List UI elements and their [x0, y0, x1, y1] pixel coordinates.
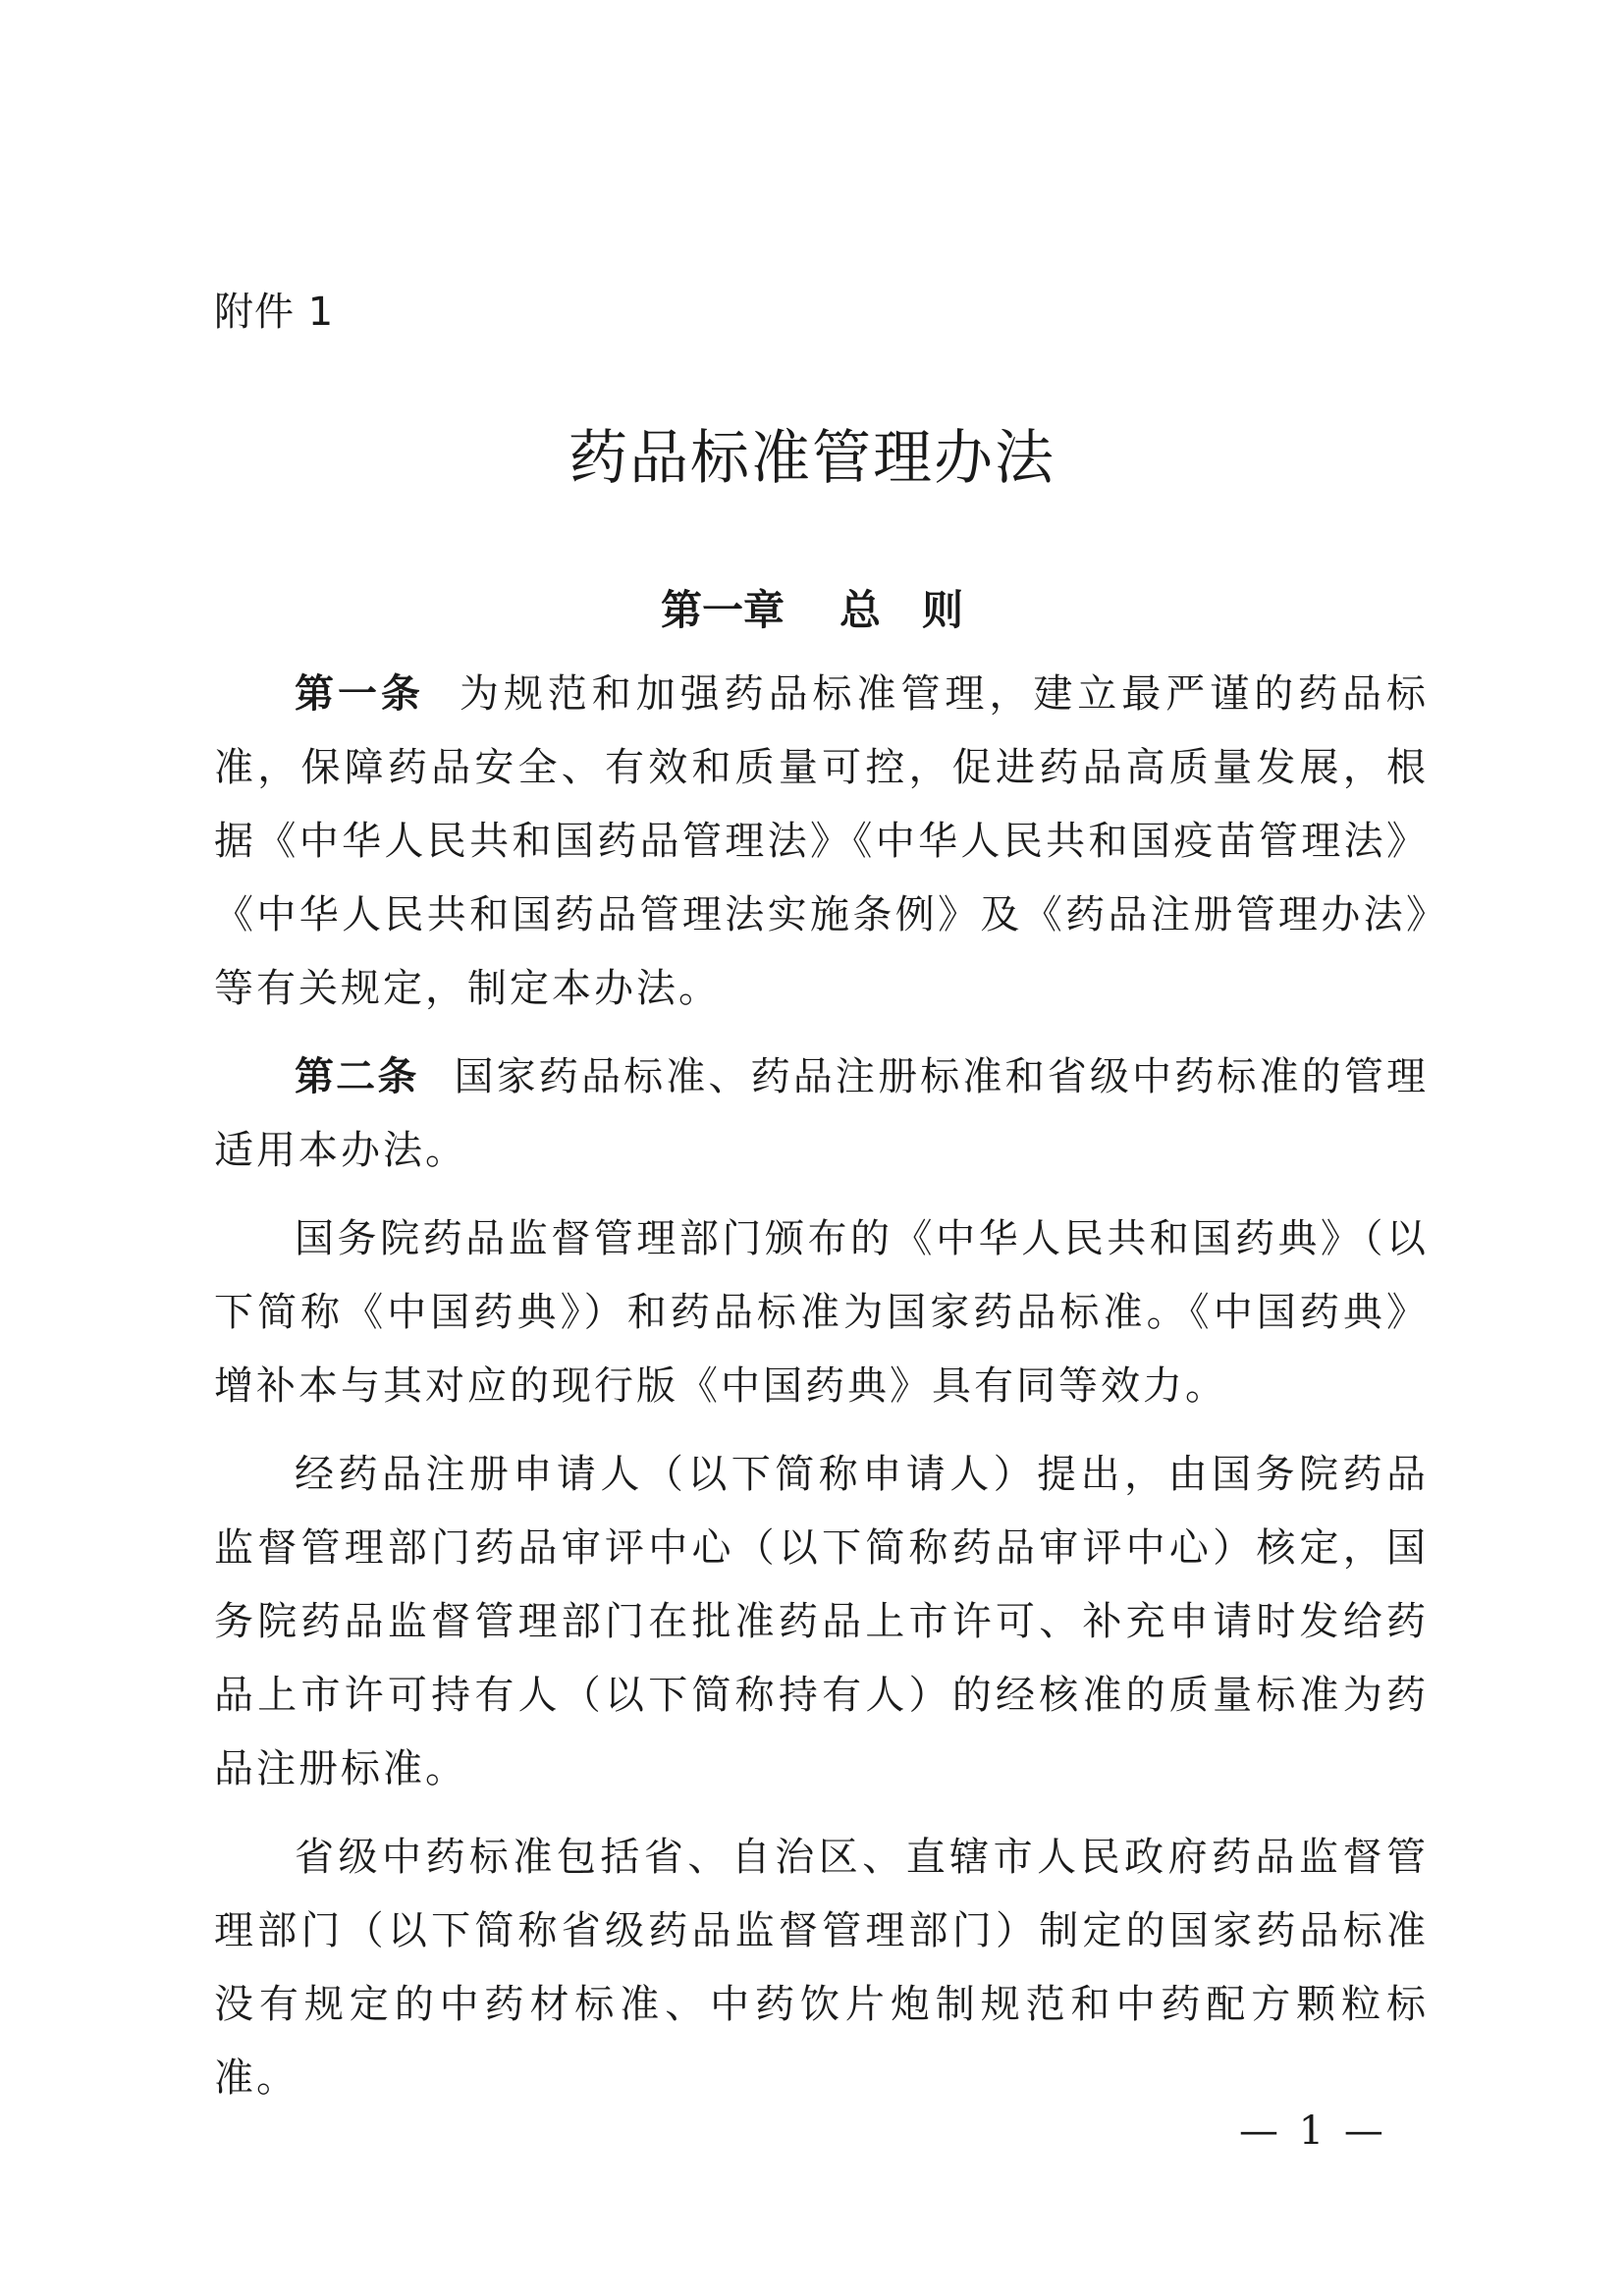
paragraph-text: 国务院药品监督管理部门颁布的《中华人民共和国药典》（以下简称《中国药典》）和药品标准为国家药品标准。《中国药典》增补本与其对应的现行版《中国药典》具有同等效力。 — [214, 1216, 1429, 1409]
paragraph-text: 国家药品标准、药品注册标准和省级中药标准的管理适用本办法。 — [214, 1054, 1430, 1173]
paragraph — [214, 1821, 1429, 2115]
chapter-heading — [0, 581, 1624, 640]
paragraph — [214, 1438, 1429, 1806]
article-paragraph — [214, 658, 1429, 1026]
document-title: 药品标准管理办法 — [568, 424, 1056, 493]
article-number: 第一条 — [295, 671, 424, 717]
page-number: — 1 — — [1239, 2109, 1387, 2154]
paragraph-text: 经药品注册申请人（以下简称申请人）提出，由国务院药品监督管理部门药品审评中心（以下简称药品审评中心）核定，国务院药品监督管理部门在批准药品上市许可、补充申请时发给药品上市许可持有人（以下简称持有人）的经核准的质量标准为药品注册标准。 — [214, 1452, 1429, 1791]
article-number: 第二条 — [295, 1054, 419, 1099]
paragraph-text: 为规范和加强药品标准管理，建立最严谨的药品标准，保障药品安全、有效和质量可控，促进药品高质量发展，根据《中华人民共和国药品管理法》《中华人民共和国疫苗管理法》《中华人民共和国药品管理法实施条例》及《药品注册管理办法》等有关规定，制定本办法。 — [214, 671, 1429, 1011]
chapter-number: 第一章 — [660, 586, 785, 634]
attachment-label: 附件 1 — [214, 290, 335, 335]
paragraph — [214, 1202, 1429, 1423]
article-paragraph — [214, 1041, 1429, 1188]
chapter-name: 总 则 — [839, 586, 964, 634]
document-body — [214, 658, 1429, 2130]
paragraph-text: 省级中药标准包括省、自治区、直辖市人民政府药品监督管理部门（以下简称省级药品监督管理部门）制定的国家药品标准没有规定的中药材标准、中药饮片炮制规范和中药配方颗粒标准。 — [214, 1835, 1429, 2101]
